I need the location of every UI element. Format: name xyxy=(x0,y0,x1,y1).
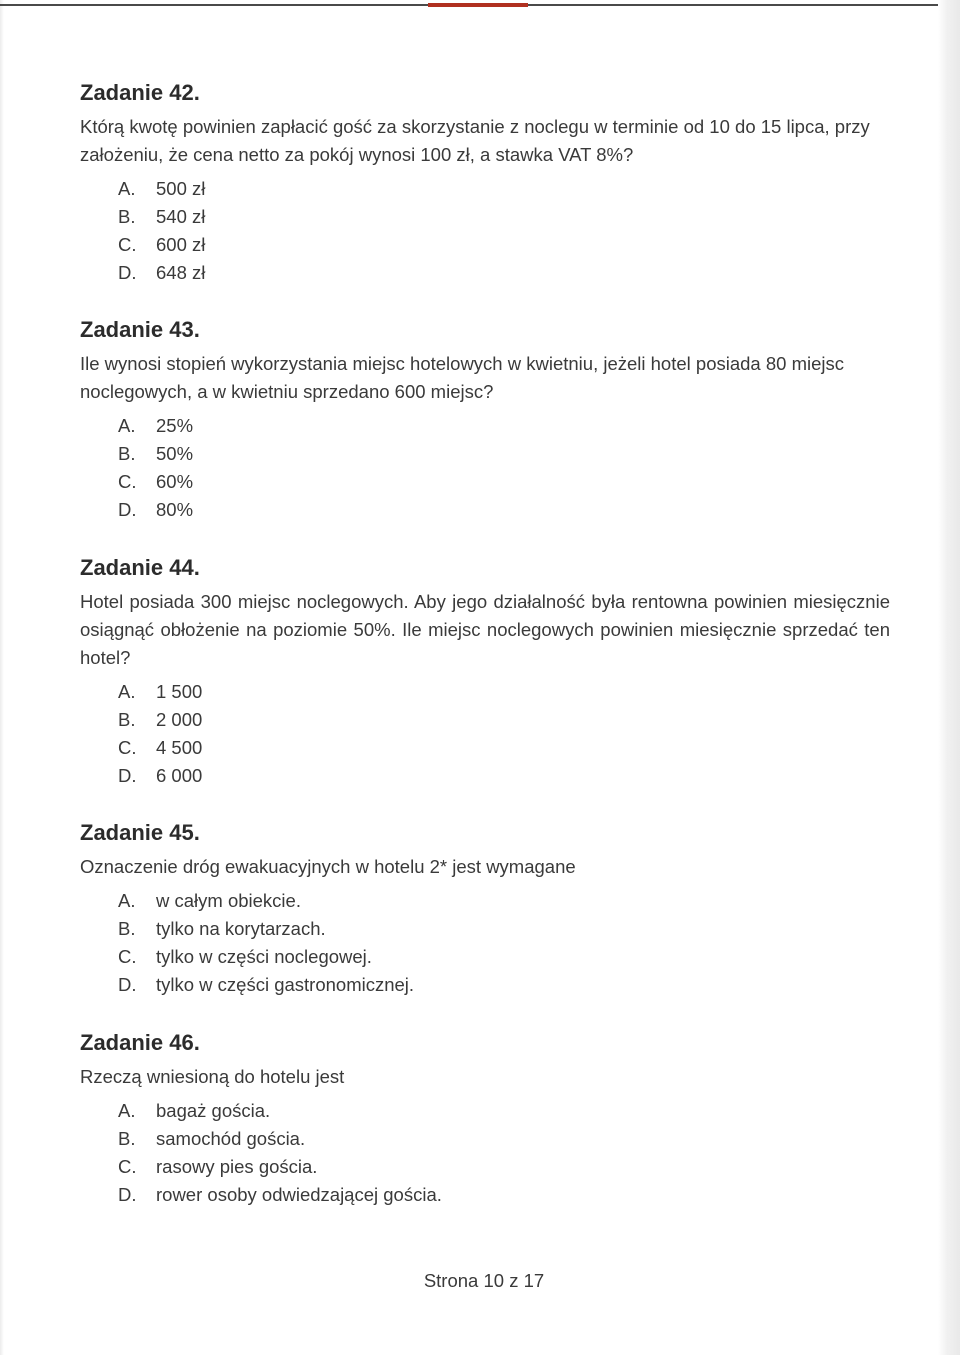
answer-option-d xyxy=(118,259,890,287)
task-title: Zadanie 42. xyxy=(80,80,200,105)
option-letter: A. xyxy=(118,415,136,436)
option-letter: B. xyxy=(118,443,136,464)
option-text: rower osoby odwiedzającej gościa. xyxy=(156,1184,442,1205)
option-letter: A. xyxy=(118,681,136,702)
option-letter: B. xyxy=(118,918,136,939)
option-text: 600 zł xyxy=(156,234,206,255)
answer-options xyxy=(80,412,890,524)
answer-option-c xyxy=(118,734,890,762)
option-letter: D. xyxy=(118,1184,137,1205)
option-text: bagaż gościa. xyxy=(156,1100,271,1121)
answer-option-a xyxy=(118,175,890,203)
option-text: tylko w części noclegowej. xyxy=(156,946,372,967)
task-question: Ile wynosi stopień wykorzystania miejsc hotelowych w kwietniu, jeżeli hotel posiada 80 miejsc noclegowych, a w kwietniu sprzedano 600 miejsc? xyxy=(80,353,844,402)
answer-option-b xyxy=(118,706,890,734)
task-title: Zadanie 44. xyxy=(80,555,200,580)
option-letter: D. xyxy=(118,499,137,520)
task-question: Hotel posiada 300 miejsc noclegowych. Aby jego działalność była rentowna powinien miesięcznie osiągnąć obłożenie na poziomie 50%. Ile miejsc noclegowych powinien miesięcznie sprzedać ten hotel? xyxy=(80,591,890,668)
answer-option-c xyxy=(118,231,890,259)
answer-option-b xyxy=(118,915,890,943)
option-text: 60% xyxy=(156,471,194,492)
option-text: rasowy pies gościa. xyxy=(156,1156,318,1177)
answer-option-a xyxy=(118,412,890,440)
option-text: 540 zł xyxy=(156,206,206,227)
option-text: w całym obiekcie. xyxy=(156,890,301,911)
option-text: 80% xyxy=(156,499,194,520)
task-title: Zadanie 45. xyxy=(80,820,200,845)
option-letter: C. xyxy=(118,737,137,758)
option-letter: C. xyxy=(118,946,137,967)
task-45 xyxy=(80,819,890,999)
task-title: Zadanie 43. xyxy=(80,317,200,342)
page-number: Strona 10 z 17 xyxy=(423,1270,545,1291)
option-text: 1 500 xyxy=(156,681,203,702)
answer-option-c xyxy=(118,468,890,496)
task-title: Zadanie 46. xyxy=(80,1030,200,1055)
answer-option-b xyxy=(118,203,890,231)
answer-options xyxy=(80,175,890,287)
task-question: Rzeczą wniesioną do hotelu jest xyxy=(80,1066,345,1087)
option-letter: C. xyxy=(118,471,137,492)
option-text: 6 000 xyxy=(156,765,203,786)
option-letter: C. xyxy=(118,1156,137,1177)
option-letter: A. xyxy=(118,178,136,199)
answer-option-b xyxy=(118,440,890,468)
option-text: tylko na korytarzach. xyxy=(156,918,326,939)
option-text: 25% xyxy=(156,415,194,436)
answer-options xyxy=(80,1097,890,1209)
option-letter: B. xyxy=(118,709,136,730)
task-46 xyxy=(80,1029,890,1209)
scan-left-edge xyxy=(0,0,4,1355)
task-43 xyxy=(80,316,890,524)
option-letter: D. xyxy=(118,262,137,283)
task-question: Oznaczenie dróg ewakuacyjnych w hotelu 2* jest wymagane xyxy=(80,856,576,877)
answer-option-a xyxy=(118,1097,890,1125)
option-text: 500 zł xyxy=(156,178,206,199)
option-letter: D. xyxy=(118,974,137,995)
answer-option-d xyxy=(118,971,890,999)
answer-option-d xyxy=(118,496,890,524)
task-question: Którą kwotę powinien zapłacić gość za skorzystanie z noclegu w terminie od 10 do 15 lipca, przy założeniu, że cena netto za pokój wynosi 100 zł, a stawka VAT 8%? xyxy=(80,116,870,165)
option-letter: B. xyxy=(118,1128,136,1149)
option-letter: C. xyxy=(118,234,137,255)
option-text: 2 000 xyxy=(156,709,203,730)
answer-option-d xyxy=(118,762,890,790)
answer-option-d xyxy=(118,1181,890,1209)
scan-right-edge xyxy=(938,0,960,1355)
answer-option-c xyxy=(118,1153,890,1181)
answer-options xyxy=(80,678,890,790)
answer-option-c xyxy=(118,943,890,971)
option-text: 50% xyxy=(156,443,194,464)
answer-options xyxy=(80,887,890,999)
option-text: samochód gościa. xyxy=(156,1128,306,1149)
answer-option-b xyxy=(118,1125,890,1153)
top-color-mark xyxy=(428,3,528,7)
answer-option-a xyxy=(118,887,890,915)
option-letter: D. xyxy=(118,765,137,786)
option-letter: A. xyxy=(118,1100,136,1121)
option-letter: A. xyxy=(118,890,136,911)
option-text: 4 500 xyxy=(156,737,203,758)
option-letter: B. xyxy=(118,206,136,227)
answer-option-a xyxy=(118,678,890,706)
option-text: tylko w części gastronomicznej. xyxy=(156,974,415,995)
task-42 xyxy=(80,79,890,287)
task-44 xyxy=(80,554,890,790)
option-text: 648 zł xyxy=(156,262,206,283)
